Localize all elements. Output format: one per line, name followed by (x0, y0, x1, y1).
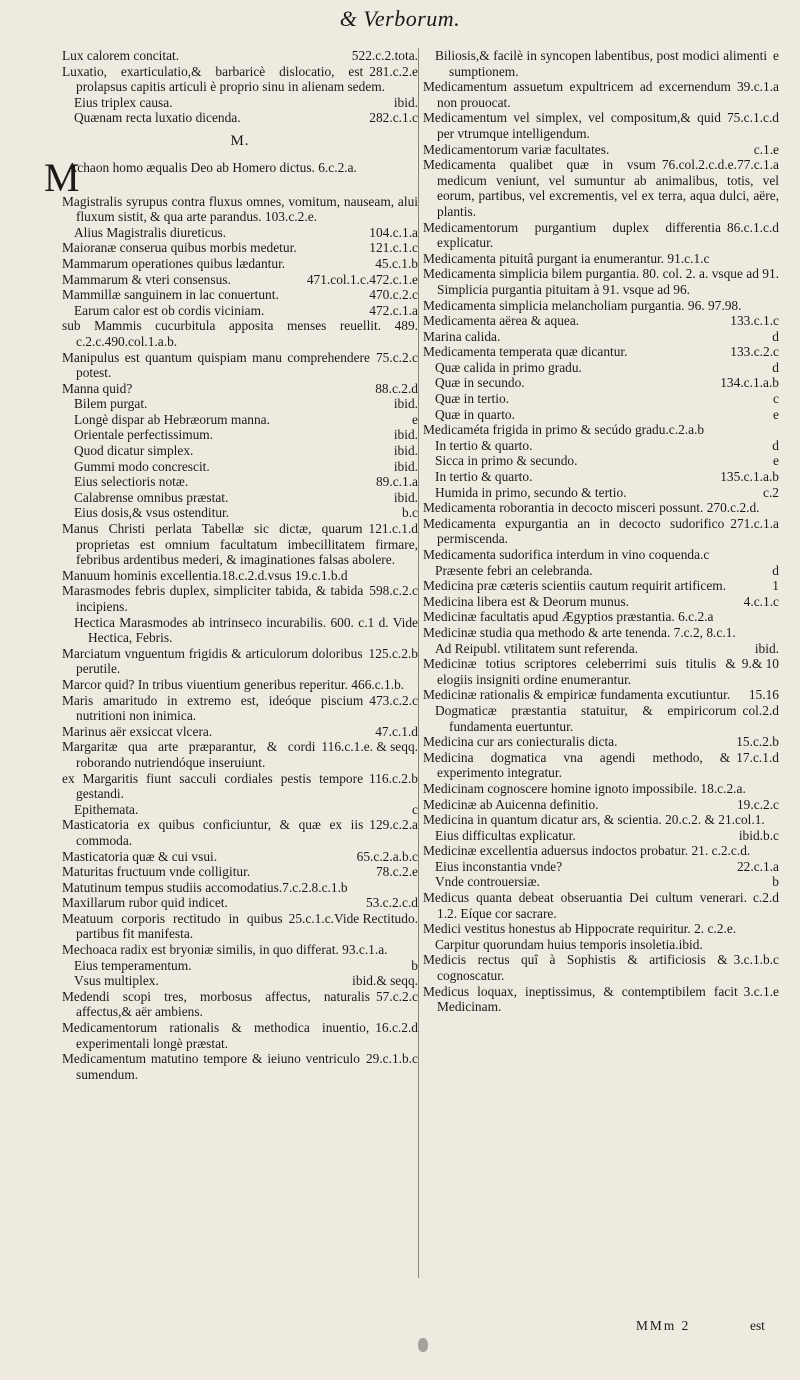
index-entry (62, 64, 418, 95)
index-entry (423, 563, 779, 579)
entry-text: Medicina cur ars coniecturalis dicta. (423, 734, 618, 750)
index-entry (62, 350, 418, 381)
index-entry (423, 329, 779, 345)
index-entry (423, 609, 779, 625)
index-entry (423, 828, 779, 844)
entry-text: Lux calorem concitat. (62, 48, 180, 63)
entry-text: Medicis rectus quî à Sophistis & artificiosis & cognoscatur. (423, 952, 728, 984)
index-entry (423, 375, 779, 391)
index-entry (423, 157, 779, 219)
entry-text: Quænam recta luxatio dicenda. (74, 110, 241, 126)
entry-text: Sicca in primo & secundo. (435, 453, 578, 469)
index-entry (62, 48, 418, 64)
entry-reference: 133.c.2.c (730, 344, 779, 360)
entry-reference: ibid. (393, 427, 418, 443)
index-entry (62, 110, 418, 126)
entry-text: Medicamentum vel simplex, vel compositum,& quid per vtrumque intelligendum. (423, 110, 721, 141)
index-entry (62, 1020, 418, 1051)
entry-reference: 471.col.1.c.472.c.1.e (306, 271, 418, 287)
entry-text: Longè dispar ab Hebræorum manna. (74, 411, 270, 427)
entry-text: Eius inconstantia vnde? (435, 858, 563, 874)
entry-reference: 75.c.1.c.d (726, 110, 779, 126)
index-entry (423, 48, 779, 79)
entry-text: Medendi scopi tres, morbosus affectus, naturalis affectus,& aër ambiens. (62, 988, 370, 1020)
index-entry (62, 880, 418, 896)
index-entry (423, 110, 779, 141)
index-entry (62, 958, 418, 974)
entry-text: Carpitur quorundam huius temporis insoletia.ibid. (435, 936, 703, 952)
index-entry (62, 427, 418, 443)
index-entry (62, 505, 418, 521)
index-entry (423, 952, 779, 983)
entry-text: In tertio & quarto. (435, 469, 533, 485)
index-entry (423, 984, 779, 1015)
entry-text: Medicinæ totius scriptores celeberrimi suis titulis & elogiis insigniti ordine enumerantur. (423, 656, 736, 687)
entry-reference: 271.c.1.a (730, 515, 779, 531)
entry-text: Medicus quanta debeat obseruantia Dei cultum venerari. 1.2. Eíque cor sacrare. (423, 890, 747, 921)
index-entry (423, 469, 779, 485)
entry-text: Maris amaritudo in extremo est, ideóque piscium nutritioni non inimica. (62, 692, 364, 724)
entry-reference: 281.c.2.e (369, 63, 418, 79)
index-entry (423, 687, 779, 703)
entry-text: Vnde controuersiæ. (435, 874, 540, 890)
entry-reference: 4.c.1.c (743, 593, 779, 609)
entry-text: Orientale perfectissimum. (74, 427, 214, 443)
entry-text: Medicamenta qualibet quæ in vsum medicum veniunt, vel sumuntur ab animalibus, totis, vel eorum, partibus, vel excrementis, vel ex terra, aqua dulci, aëre, plantis. (423, 157, 779, 219)
entry-text: Medicina præ cæteris scientiis cautum requirit artificem. (423, 578, 727, 594)
entry-text: Medicina libera est & Deorum munus. (423, 593, 630, 609)
entry-reference: 1 (772, 578, 779, 594)
entry-text: Mammarum & vteri consensus. (62, 271, 231, 287)
entry-reference: 76.col.2.c.d.e.77.c.1.a (661, 157, 779, 173)
entry-text: Eius difficultas explicatur. (435, 827, 576, 843)
index-entry (62, 911, 418, 942)
entry-text: Medicamenta roborantia in decocto misceri possunt. 270.c.2.d. (423, 500, 760, 516)
entry-text: Medicinæ studia qua methodo & arte tenenda. 7.c.2, 8.c.1. (423, 624, 736, 640)
index-entry (423, 391, 779, 407)
entry-text: Medicinam cognoscere homine ignoto impossibile. 18.c.2.a. (423, 780, 746, 796)
entry-reference: 78.c.2.e (375, 864, 418, 880)
entry-text: Mammillæ sanguinem in lac conuertunt. (62, 287, 279, 303)
entry-reference: 129.c.2.a (369, 817, 418, 833)
entry-reference: e (412, 411, 418, 427)
index-entry (62, 474, 418, 490)
index-entry (62, 396, 418, 412)
entry-reference: ibid. (393, 396, 418, 412)
entry-reference: d (772, 437, 779, 453)
dropcap-entry-text: Achaon homo æqualis Deo ab Homero dictus. 6.c.2.a. (67, 159, 357, 175)
index-entry (423, 344, 779, 360)
index-entry (62, 95, 418, 111)
entry-reference: 19.c.2.c (736, 796, 779, 812)
entry-text: Margaritæ qua arte præparantur, & cordi roborando nutriendóque inseruiunt. (62, 739, 316, 770)
entry-text: Vsus multiplex. (74, 973, 159, 989)
entry-reference: 22.c.1.a (736, 858, 779, 874)
entry-text: Eius temperamentum. (74, 957, 192, 973)
index-entry (62, 459, 418, 475)
index-entry (423, 500, 779, 516)
entry-reference: 598.c.2.c (369, 583, 418, 599)
entry-text: Maxillarum rubor quid indicet. (62, 895, 228, 911)
index-entry (423, 937, 779, 953)
entry-reference: 47.c.1.d (375, 723, 418, 739)
left-entries-top (62, 48, 418, 126)
index-entry (423, 594, 779, 610)
index-entry (62, 287, 418, 303)
entry-text: Medicinæ excellentia aduersus indoctos probatur. 21. c.2.c.d. (423, 843, 751, 859)
entry-reference: 25.c.1.c.Vide Rectitudo. (288, 910, 418, 926)
entry-reference: 16.c.2.d (375, 1020, 418, 1036)
entry-text: Mechoaca radix est bryoniæ similis, in quo differat. 93.c.1.a. (62, 942, 388, 958)
index-entry (423, 781, 779, 797)
entry-reference: c (412, 801, 418, 817)
entry-text: Maioranæ conserua quibus morbis medetur. (62, 240, 297, 256)
index-entry (62, 677, 418, 693)
entry-reference: c.2.d (752, 890, 779, 906)
entry-text: Quod dicatur simplex. (74, 443, 194, 459)
index-entry (62, 303, 418, 319)
entry-text: Medicamentorum variæ facultates. (423, 141, 610, 157)
entry-text: Manuum hominis excellentia.18.c.2.d.vsus 19.c.1.b.d (62, 567, 348, 583)
entry-text: Medicamentorum rationalis & methodica inuentio, experimentali longè præstat. (62, 1020, 370, 1051)
entry-text: Manna quid? (62, 380, 133, 396)
entry-reference: ibid. (393, 489, 418, 505)
index-entry (62, 864, 418, 880)
entry-text: Ad Reipubl. vtilitatem sunt referenda. (435, 640, 639, 656)
index-entry (62, 443, 418, 459)
entry-text: Marina calida. (423, 328, 501, 344)
index-entry (423, 407, 779, 423)
entry-text: Quæ in quarto. (435, 406, 515, 422)
entry-reference: 57.c.2.c (375, 988, 418, 1004)
entry-reference: 29.c.1.b.c (365, 1051, 418, 1067)
entry-text: Medici vestitus honestus ab Hippocrate requiritur. 2. c.2.e. (423, 921, 737, 937)
entry-reference: 472.c.1.a (369, 302, 418, 318)
index-entry (62, 771, 418, 802)
index-entry (62, 490, 418, 506)
entry-text: Mammarum operationes quibus lædantur. (62, 255, 286, 271)
index-entry (62, 973, 418, 989)
entry-reference: c.1.e (753, 141, 779, 157)
entry-reference: 89.c.1.a (375, 474, 418, 490)
index-entry (423, 578, 779, 594)
entry-text: Eius dosis,& vsus ostenditur. (74, 505, 230, 521)
entry-reference: ibid. (754, 640, 779, 656)
entry-reference: 133.c.1.c (730, 313, 779, 329)
entry-text: Medicamenta expurgantia an in decocto sudorifico permiscenda. (423, 515, 725, 547)
entry-text: Dogmaticæ præstantia statuitur, & empiricorum fundamenta euertuntur. (435, 702, 737, 734)
index-entry (423, 750, 779, 781)
entry-text: Biliosis,& facilè in syncopen labentibus, post modici alimenti sumptionem. (435, 48, 768, 79)
entry-text: Medicamenta simplicia bilem purgantia. 80. col. 2. a. vsque ad 91. Simplicia purgantia pituitam à 91. vsque ad 96. (423, 266, 780, 297)
entry-reference: 473.c.2.c (369, 692, 418, 708)
entry-text: Medicamenta sudorifica interdum in vino coquenda.c (423, 547, 710, 562)
index-entry (423, 641, 779, 657)
entry-text: Maturitas fructuum vnde colligitur. (62, 864, 251, 880)
index-entry (423, 890, 779, 921)
index-entry (62, 942, 418, 958)
index-entry (62, 521, 418, 568)
entry-text: Epithemata. (74, 801, 139, 817)
index-entry (423, 843, 779, 859)
index-entry (62, 724, 418, 740)
entry-text: In tertio & quarto. (435, 437, 533, 453)
dropcap-entry (44, 154, 418, 200)
index-entry (62, 739, 418, 770)
entry-reference: ibid.& seqq. (352, 973, 418, 989)
entry-text: Medicamentum assuetum expultricem ad excernendum non prouocat. (423, 79, 731, 110)
entry-reference: 75.c.2.c (375, 349, 418, 365)
entry-reference: b (411, 957, 418, 973)
index-entry (423, 220, 779, 251)
entry-text: Alius Magistralis diureticus. (74, 224, 227, 240)
entry-text: Eius triplex causa. (74, 94, 173, 110)
index-entry (423, 734, 779, 750)
entry-text: Manus Christi perlata Tabellæ sic dictæ, quarum proprietas est omnium facultatum imbecillitatem firmare, febribus ardentibus mederi, & imaginationes falsas abolere. (62, 521, 418, 568)
index-entry (423, 298, 779, 314)
entry-text: Earum calor est ob cordis viciniam. (74, 302, 265, 318)
entry-reference: 3.c.1.b.c (733, 952, 779, 968)
entry-reference: e (773, 406, 779, 422)
entry-text: Bilem purgat. (74, 396, 148, 412)
entry-text: sub Mammis cucurbitula apposita menses reuellit. 489. c.2.c.490.col.1.a.b. (62, 318, 418, 349)
index-entry (62, 817, 418, 848)
index-entry (423, 251, 779, 267)
index-entry (62, 989, 418, 1020)
entry-text: Medicinæ rationalis & empiricæ fundamenta excutiuntur. (423, 687, 731, 703)
entry-text: Humida in primo, secundo & tertio. (435, 484, 627, 500)
entry-reference: 134.c.1.a.b (720, 375, 779, 391)
entry-reference: 86.c.1.c.d (726, 219, 779, 235)
entry-text: Medicamenta temperata quæ dicantur. (423, 344, 628, 360)
section-letter: M. (230, 132, 250, 149)
index-entry (423, 859, 779, 875)
entry-text: Gummi modo concrescit. (74, 458, 210, 474)
entry-reference: 522.c.2.tota. (351, 48, 418, 63)
index-entry (423, 360, 779, 376)
entry-reference: 135.c.1.a.b (720, 469, 779, 485)
index-entry (423, 797, 779, 813)
index-entry (62, 615, 418, 646)
entry-reference: 15.16 (748, 687, 779, 703)
index-entry (423, 485, 779, 501)
ink-stain (418, 1338, 428, 1352)
left-column (44, 48, 418, 1082)
index-entry (423, 547, 779, 563)
signature-mark: MMm 2 (636, 1318, 691, 1333)
index-entry (62, 381, 418, 397)
entry-text: Medicamenta pituitâ purgant ia enumerantur. 91.c.1.c (423, 250, 710, 266)
entry-reference: ibid.b.c (738, 827, 779, 843)
entry-reference: 15.c.2.b (736, 734, 779, 750)
entry-text: Masticatoria quæ & cui vsui. (62, 848, 218, 864)
entry-reference: 125.c.2.b (368, 645, 418, 661)
left-entries (62, 194, 418, 1083)
entry-text: Medicus loquax, ineptissimus, & contemptibilem facit Medicinam. (423, 983, 738, 1015)
entry-text: Matutinum tempus studiis accomodatius.7.c.2.8.c.1.b (62, 879, 348, 895)
entry-reference: 116.c.2.b (369, 770, 418, 786)
entry-reference: d (772, 328, 779, 344)
entry-text: Medicamentum matutino tempore & ieiuno ventriculo sumendum. (62, 1051, 360, 1082)
index-entry (423, 313, 779, 329)
entry-reference: 9.& 10 (741, 656, 779, 672)
index-entry (62, 849, 418, 865)
index-entry (423, 453, 779, 469)
entry-reference: 282.c.1.c (369, 110, 418, 126)
entry-reference: 88.c.2.d (375, 380, 418, 396)
running-head: & Verborum. (339, 6, 461, 31)
entry-text: Calabrense omnibus præstat. (74, 489, 229, 505)
entry-reference: 53.c.2.c.d (365, 895, 418, 911)
entry-text: Quæ in tertio. (435, 391, 510, 407)
entry-reference: d (772, 359, 779, 375)
entry-reference: 470.c.2.c (369, 287, 418, 303)
entry-reference: c.2 (763, 484, 779, 500)
entry-reference: 116.c.1.e. & seqq. (321, 739, 418, 755)
index-entry (423, 516, 779, 547)
entry-text: Marciatum vnguentum frigidis & articulorum doloribus perutile. (62, 645, 363, 677)
entry-reference: ibid. (393, 443, 418, 459)
entry-text: Magistralis syrupus contra fluxus omnes, vomitum, nauseam, alui fluxum sistit, & qua arte parandus. 103.c.2.e. (62, 193, 418, 225)
index-entry (423, 79, 779, 110)
index-entry (62, 583, 418, 614)
index-entry (62, 318, 418, 349)
entry-reference: 65.c.2.a.b.c (356, 848, 418, 864)
entry-text: Quæ in secundo. (435, 375, 525, 391)
entry-text: Manipulus est quantum quispiam manu comprehendere potest. (62, 349, 370, 381)
index-entry (423, 656, 779, 687)
index-entry (62, 240, 418, 256)
dropcap-letter: M (44, 154, 80, 200)
index-entry (423, 142, 779, 158)
entry-reference: 121.c.1.d (368, 521, 418, 537)
entry-text: Medicina in quantum dicatur ars, & scientia. 20.c.2. & 21.col.1. (423, 812, 765, 828)
index-entry (423, 625, 779, 641)
entry-text: Præsente febri an celebranda. (435, 562, 593, 578)
index-entry (62, 412, 418, 428)
index-entry (62, 225, 418, 241)
entry-text: Medicamenta simplicia melancholiam purgantia. 96. 97.98. (423, 297, 742, 313)
index-entry (62, 693, 418, 724)
index-entry (423, 703, 779, 734)
index-entry (62, 802, 418, 818)
entry-text: Marasmodes febris duplex, simpliciter tabida, & tabida incipiens. (62, 583, 364, 614)
entry-text: Medicina dogmatica vna agendi methodo, & experimento integratur. (423, 749, 731, 781)
right-column (423, 48, 779, 1015)
catchword: est (750, 1318, 765, 1333)
entry-text: ex Margaritis fiunt sacculi cordiales pestis tempore gestandi. (62, 770, 364, 802)
entry-reference: ibid. (393, 458, 418, 474)
index-entry (62, 895, 418, 911)
entry-reference: 45.c.1.b (375, 255, 418, 271)
right-entries (423, 48, 779, 1015)
entry-text: Medicamentorum purgantium duplex differentia explicatur. (423, 219, 721, 251)
entry-text: Marinus aër exsiccat vlcera. (62, 723, 213, 739)
column-divider (418, 48, 419, 1278)
entry-text: Eius selectioris notæ. (74, 474, 189, 490)
index-entry (423, 812, 779, 828)
index-entry (62, 646, 418, 677)
index-entry (62, 1051, 418, 1082)
entry-reference: 104.c.1.a (369, 224, 418, 240)
entry-reference: 17.c.1.d (736, 749, 779, 765)
entry-reference: e (773, 453, 779, 469)
entry-reference: c (773, 391, 779, 407)
entry-reference: d (772, 562, 779, 578)
entry-text: Medicinæ ab Auicenna definitio. (423, 796, 599, 812)
index-entry (423, 438, 779, 454)
entry-reference: 39.c.1.a (736, 79, 779, 95)
index-entry (62, 194, 418, 225)
entry-reference: ibid. (393, 94, 418, 110)
entry-text: Medicamenta aërea & aquea. (423, 313, 580, 329)
entry-reference: col.2.d (742, 702, 779, 718)
entry-reference: 3.c.1.e (743, 983, 779, 999)
index-entry (62, 256, 418, 272)
entry-text: Medicaméta frigida in primo & secúdo gradu.c.2.a.b (423, 422, 705, 438)
entry-reference: b (772, 874, 779, 890)
entry-reference: 121.c.1.c (369, 240, 418, 256)
entry-text: Medicinæ facultatis apud Ægyptios præstantia. 6.c.2.a (423, 609, 714, 625)
entry-reference: b.c (402, 505, 418, 521)
entry-text: Marcor quid? In tribus viuentium generibus reperitur. 466.c.1.b. (62, 676, 405, 692)
index-entry (423, 921, 779, 937)
entry-text: Meatuum corporis rectitudo in quibus partibus fit manifesta. (62, 910, 283, 942)
entry-text: Hectica Marasmodes ab intrinseco incurabilis. 600. c.1 d. Vide Hectica, Febris. (74, 614, 418, 646)
entry-text: Quæ calida in primo gradu. (435, 359, 582, 375)
entry-text: Masticatoria ex quibus conficiuntur, & quæ ex iis commoda. (62, 817, 364, 848)
index-entry (423, 422, 779, 438)
index-entry (423, 874, 779, 890)
entry-reference: e (773, 48, 779, 63)
index-entry (62, 272, 418, 288)
index-entry (62, 568, 418, 584)
index-entry (423, 266, 779, 297)
entry-text: Luxatio, exarticulatio,& barbaricè dislocatio, est prolapsus capitis articuli è proprio sinu in alienam sedem. (62, 63, 386, 95)
